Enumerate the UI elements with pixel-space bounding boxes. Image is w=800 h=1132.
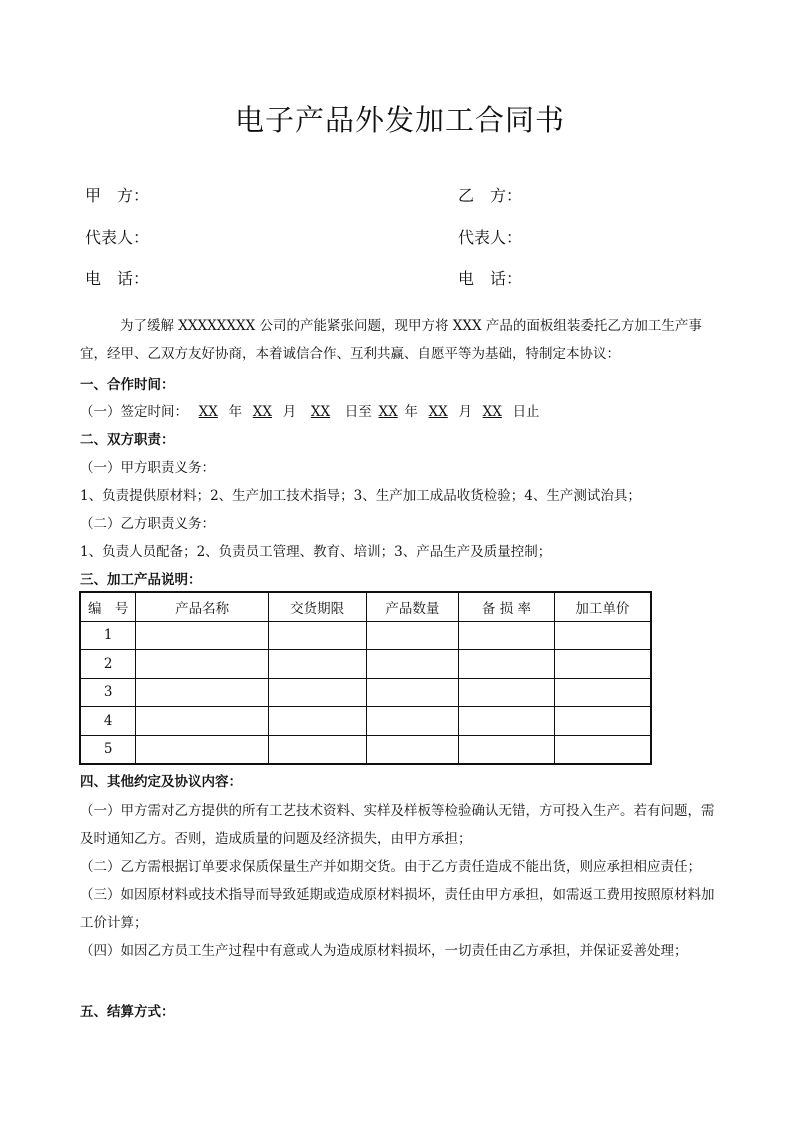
signing-date-prefix: （一）签定时间： (80, 404, 188, 420)
section-3-heading: 三、加工产品说明： (80, 572, 202, 588)
clause-4: （四）如因乙方员工生产过程中有意或人为造成原材料损坏，一切责任由乙方承担，并保证妥善处理； (80, 943, 688, 959)
column-header-delivery-deadline: 交货期限 (268, 592, 366, 621)
party-b-phone-label: 电 话： (458, 269, 523, 288)
delivery-deadline-cell[interactable] (268, 650, 366, 679)
year-label: 年 (404, 404, 418, 420)
end-month: XX (428, 404, 448, 420)
end-year: XX (378, 404, 398, 420)
clause-1: （一）甲方需对乙方提供的所有工艺技术资料、实样及样板等检验确认无错，方可投入生产。若有问题，需及时通知乙方。否则，造成质量的问题及经济损失，由甲方承担； (80, 803, 715, 847)
unit-price-cell[interactable] (554, 678, 651, 707)
unit-price-cell[interactable] (554, 735, 651, 764)
unit-price-cell[interactable] (554, 621, 651, 650)
product-name-cell[interactable] (136, 650, 268, 679)
party-b-representative-label: 代表人： (458, 228, 523, 247)
section-4-heading: 四、其他约定及协议内容： (80, 774, 242, 790)
month-label: 月 (282, 404, 297, 420)
quantity-cell[interactable] (366, 707, 459, 736)
clause-2: （二）乙方需根据订单要求保质保量生产并如期交货。由于乙方责任造成不能出货，则应承担相应责任； (80, 859, 701, 875)
party-a-duties-list: 1、负责提供原材料；2、生产加工技术指导；3、生产加工成品收货检验；4、生产测试治具； (80, 488, 641, 504)
section-2-heading: 二、双方职责： (80, 432, 175, 448)
year-label: 年 (228, 404, 243, 420)
table-header-row (80, 592, 651, 621)
intro-paragraph: 为了缓解 XXXXXXXX 公司的产能紧张问题，现甲方将 XXX 产品的面板组装委托乙方加工生产事宜，经甲、乙双方友好协商，本着诚信合作、互利共赢、自愿平等为基础，特制定本协议： (80, 318, 702, 362)
unit-price-cell[interactable] (554, 650, 651, 679)
delivery-deadline-cell[interactable] (268, 621, 366, 650)
table-row (80, 650, 651, 679)
product-name-cell[interactable] (136, 707, 268, 736)
party-a-representative-label: 代表人： (85, 228, 150, 247)
end-day: XX (482, 404, 502, 420)
party-a-duties-heading: （一）甲方职责义务： (80, 460, 215, 476)
party-b-label: 乙 方： (458, 186, 523, 205)
delivery-deadline-cell[interactable] (268, 707, 366, 736)
product-name-cell[interactable] (136, 735, 268, 764)
row-number: 4 (80, 707, 136, 736)
start-year: XX (198, 404, 218, 420)
start-day: XX (310, 404, 331, 420)
delivery-deadline-cell[interactable] (268, 735, 366, 764)
row-number: 5 (80, 735, 136, 764)
table-row (80, 678, 651, 707)
section-1-heading: 一、合作时间： (80, 377, 175, 393)
quantity-cell[interactable] (366, 735, 459, 764)
quantity-cell[interactable] (366, 678, 459, 707)
table-row (80, 707, 651, 736)
column-header-product-name: 产品名称 (136, 592, 268, 621)
product-name-cell[interactable] (136, 678, 268, 707)
day-to-label: 日至 (344, 404, 372, 420)
spare-rate-cell[interactable] (459, 707, 555, 736)
party-b-duties-heading: （二）乙方职责义务： (80, 516, 215, 532)
product-table (79, 591, 652, 765)
party-a-label: 甲 方： (85, 186, 150, 205)
spare-rate-cell[interactable] (459, 678, 555, 707)
month-label: 月 (458, 404, 472, 420)
party-b-duties-list: 1、负责人员配备；2、负责员工管理、教育、培训；3、产品生产及质量控制； (80, 544, 552, 560)
delivery-deadline-cell[interactable] (268, 678, 366, 707)
party-a-phone-label: 电 话： (85, 269, 150, 288)
row-number: 1 (80, 621, 136, 650)
section-5-heading: 五、结算方式： (80, 1004, 175, 1020)
product-name-cell[interactable] (136, 621, 268, 650)
quantity-cell[interactable] (366, 621, 459, 650)
row-number: 3 (80, 678, 136, 707)
clause-3: （三）如因原材料或技术指导而导致延期或造成原材料损坏，责任由甲方承担，如需返工费用按照原材料加工价计算； (80, 887, 715, 931)
column-header-unit-price: 加工单价 (554, 592, 651, 621)
unit-price-cell[interactable] (554, 707, 651, 736)
column-header-number: 编 号 (80, 592, 136, 621)
table-row (80, 735, 651, 764)
table-row (80, 621, 651, 650)
column-header-quantity: 产品数量 (366, 592, 459, 621)
signing-date-line (80, 400, 540, 420)
spare-rate-cell[interactable] (459, 735, 555, 764)
spare-rate-cell[interactable] (459, 650, 555, 679)
start-month: XX (252, 404, 272, 420)
day-end-label: 日止 (512, 404, 540, 420)
row-number: 2 (80, 650, 136, 679)
spare-rate-cell[interactable] (459, 621, 555, 650)
quantity-cell[interactable] (366, 650, 459, 679)
column-header-spare-rate: 备 损 率 (459, 592, 555, 621)
document-title: 电子产品外发加工合同书 (234, 103, 565, 137)
